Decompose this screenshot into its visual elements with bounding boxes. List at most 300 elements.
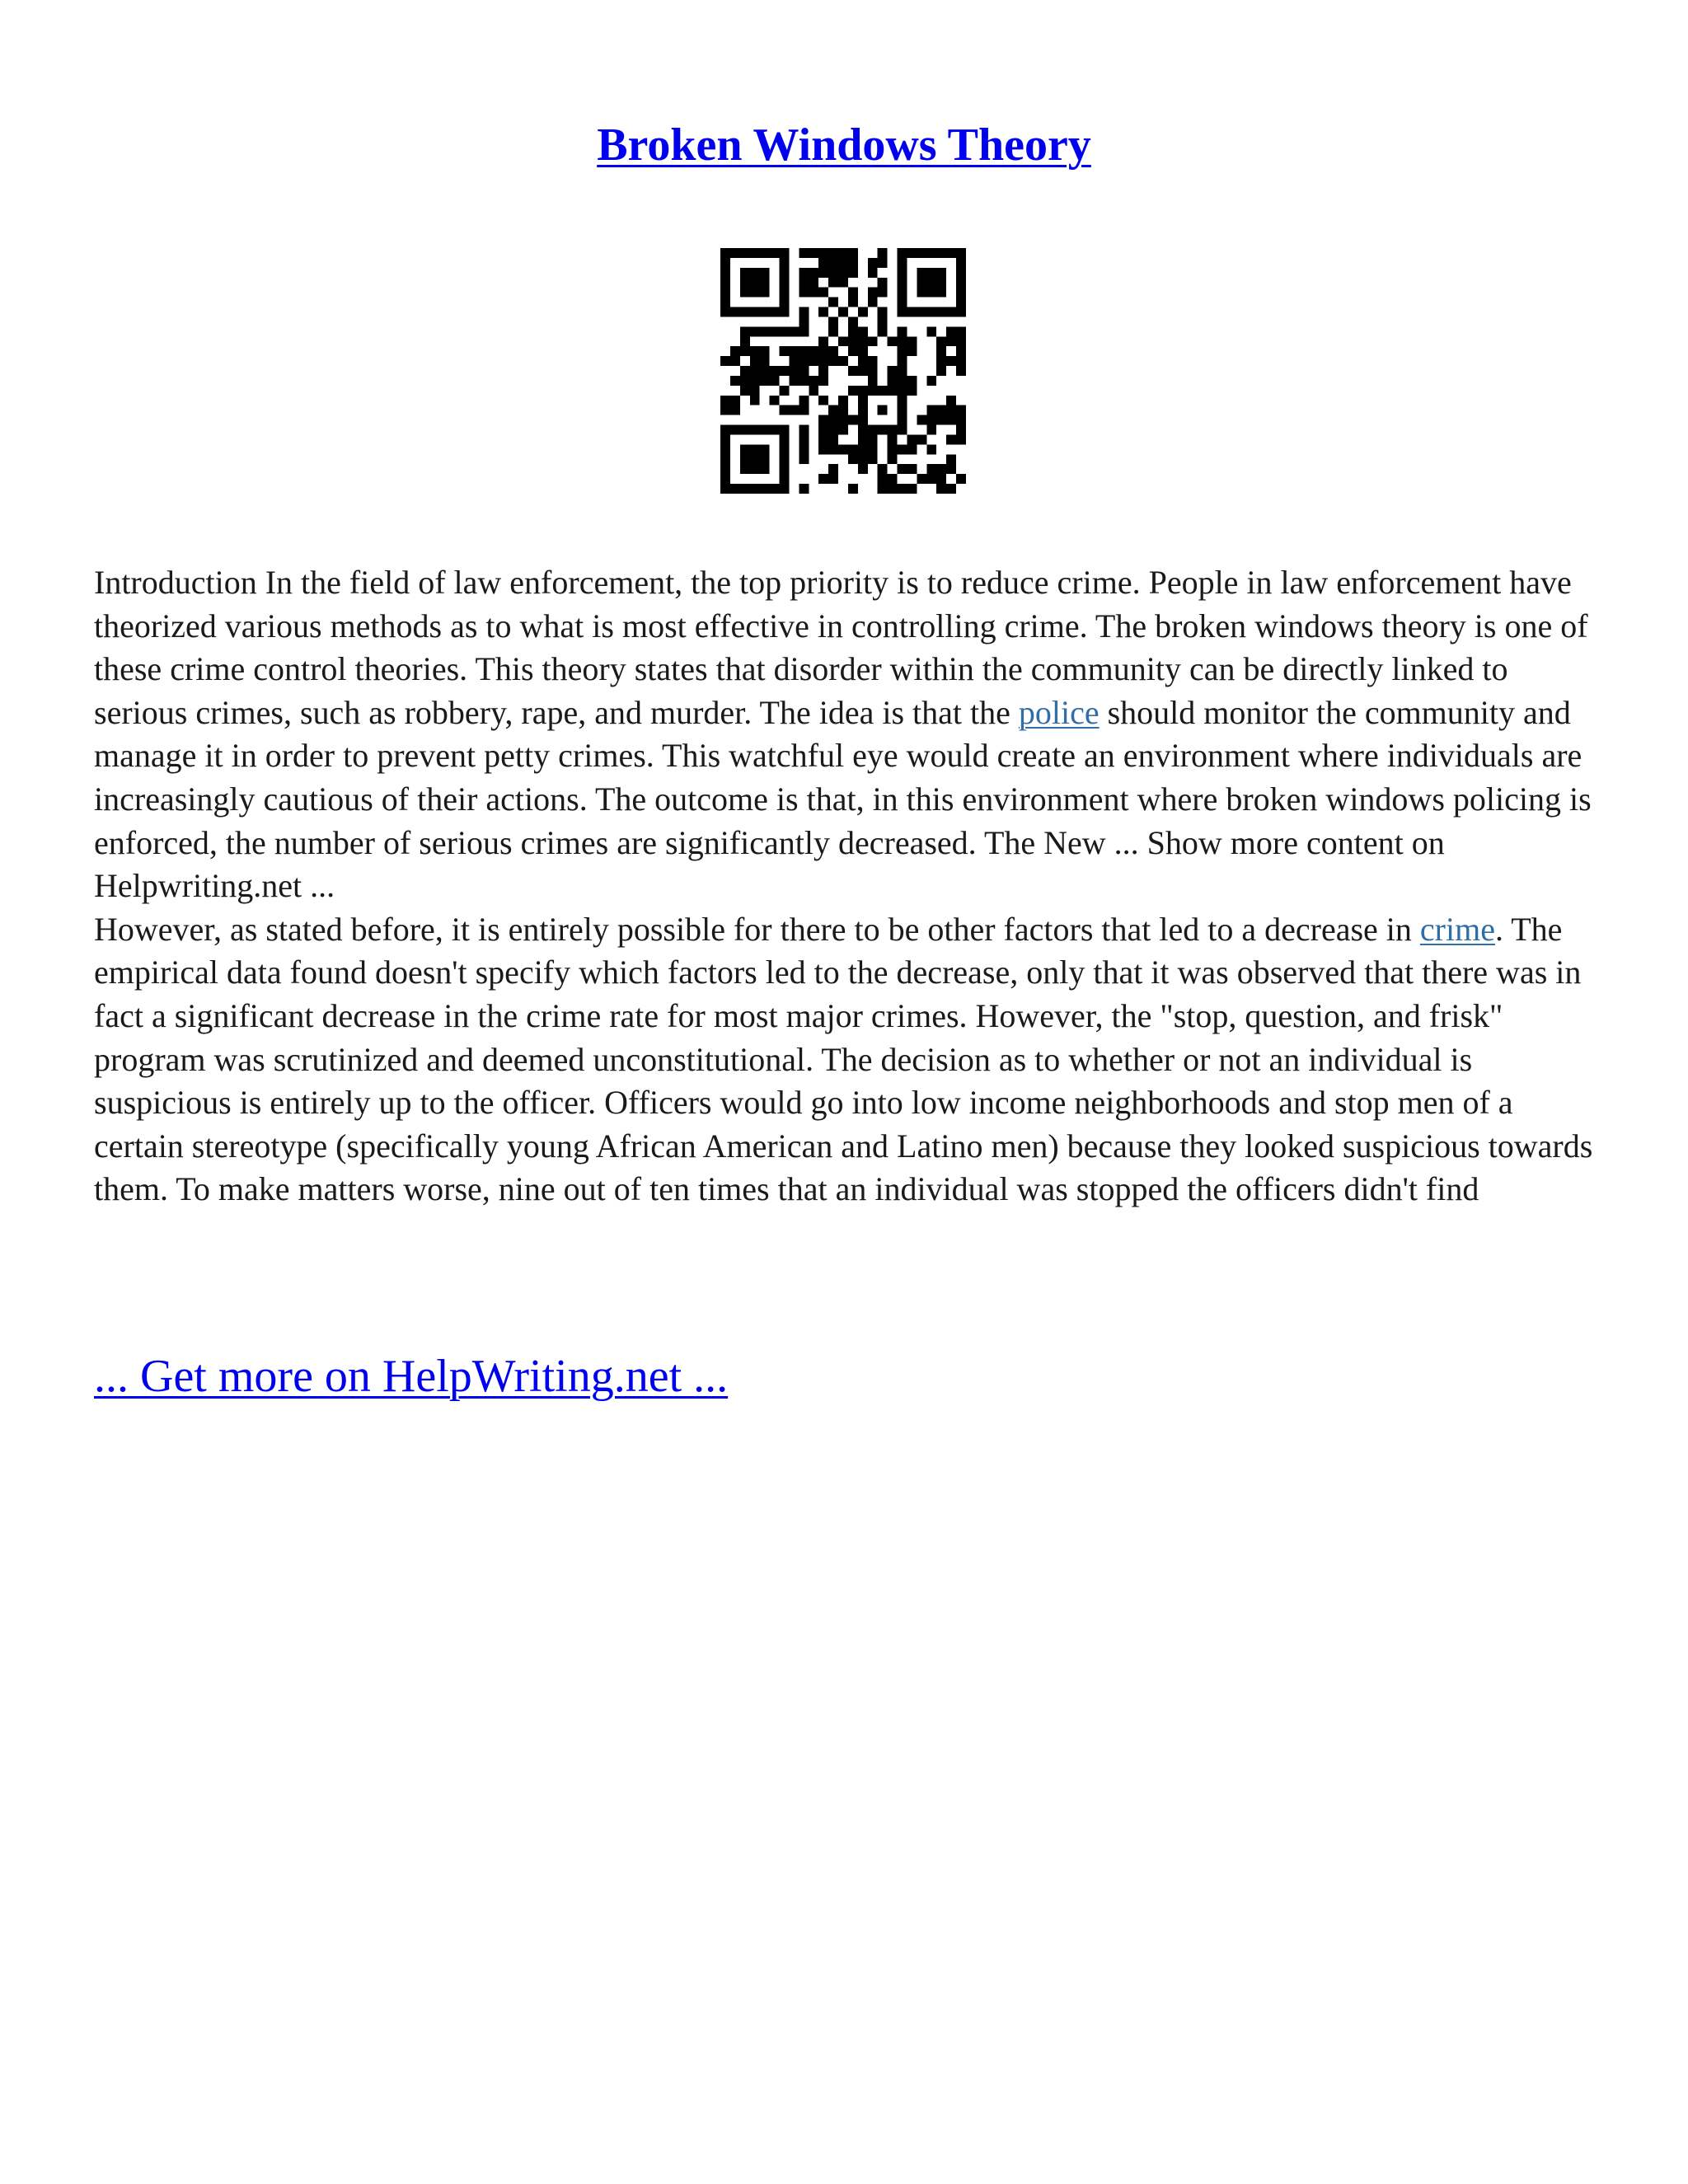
qr-module: [760, 268, 770, 278]
qr-module: [838, 258, 848, 268]
qr-module: [770, 484, 780, 494]
qr-module: [799, 454, 809, 464]
qr-module: [740, 278, 750, 288]
qr-module: [828, 425, 838, 435]
qr-module: [838, 278, 848, 288]
qr-module: [799, 444, 809, 454]
qr-module: [898, 298, 907, 307]
qr-module: [868, 444, 878, 454]
qr-module: [868, 336, 878, 346]
qr-module: [926, 376, 936, 386]
qr-module: [750, 307, 760, 317]
title-link[interactable]: Broken Windows Theory: [597, 120, 1091, 171]
qr-module: [868, 288, 878, 298]
qr-module: [838, 396, 848, 405]
article-body: [94, 561, 1602, 1212]
qr-module: [828, 464, 838, 474]
qr-module: [858, 425, 868, 435]
qr-module: [926, 326, 936, 336]
qr-module: [858, 444, 868, 454]
qr-module: [828, 298, 838, 307]
qr-module: [770, 425, 780, 435]
qr-module: [936, 268, 946, 278]
qr-module: [730, 356, 740, 366]
qr-module: [750, 248, 760, 258]
qr-module: [770, 307, 780, 317]
qr-module: [898, 248, 907, 258]
crime-link[interactable]: crime: [1419, 910, 1495, 948]
qr-module: [907, 346, 917, 356]
qr-module: [878, 258, 888, 268]
qr-module: [750, 454, 760, 464]
qr-module: [898, 307, 907, 317]
qr-module: [848, 298, 858, 307]
qr-module: [760, 326, 770, 336]
qr-module: [809, 248, 818, 258]
qr-module: [720, 298, 730, 307]
qr-module: [750, 366, 760, 376]
qr-module: [720, 258, 730, 268]
qr-module: [946, 396, 956, 405]
qr-module: [740, 484, 750, 494]
qr-module: [799, 376, 809, 386]
qr-module: [799, 434, 809, 444]
qr-module: [917, 268, 926, 278]
qr-module: [848, 326, 858, 336]
qr-module: [868, 376, 878, 386]
qr-module: [828, 326, 838, 336]
qr-module: [898, 288, 907, 298]
qr-module: [946, 464, 956, 474]
qr-module: [720, 307, 730, 317]
qr-module: [888, 386, 898, 396]
qr-module: [760, 464, 770, 474]
qr-module: [888, 444, 898, 454]
qr-module: [838, 444, 848, 454]
qr-module: [907, 434, 917, 444]
get-more-link[interactable]: ... Get more on HelpWriting.net ...: [94, 1351, 729, 1402]
qr-module: [917, 415, 926, 425]
qr-module: [848, 288, 858, 298]
qr-module: [888, 376, 898, 386]
qr-module: [740, 307, 750, 317]
qr-module: [917, 307, 926, 317]
qr-module: [917, 474, 926, 484]
qr-module: [720, 278, 730, 288]
qr-module: [780, 278, 790, 288]
qr-module: [799, 425, 809, 435]
qr-module: [956, 415, 966, 425]
qr-module: [848, 248, 858, 258]
qr-module: [858, 346, 868, 356]
qr-module: [730, 346, 740, 356]
qr-module: [720, 444, 730, 454]
qr-module: [750, 444, 760, 454]
qr-module: [818, 376, 828, 386]
qr-module: [740, 326, 750, 336]
qr-module: [818, 425, 828, 435]
qr-module: [838, 415, 848, 425]
qr-code-icon: [720, 248, 966, 494]
qr-module: [946, 484, 956, 494]
qr-module: [780, 248, 790, 258]
qr-module: [858, 326, 868, 336]
qr-module: [720, 484, 730, 494]
qr-module: [858, 454, 868, 464]
qr-module: [946, 454, 956, 464]
qr-module: [868, 454, 878, 464]
qr-module: [907, 484, 917, 494]
qr-module: [720, 268, 730, 278]
qr-module: [740, 464, 750, 474]
qr-module: [898, 366, 907, 376]
qr-module: [730, 248, 740, 258]
qr-module: [848, 366, 858, 376]
qr-module: [828, 415, 838, 425]
qr-module: [828, 268, 838, 278]
qr-module: [828, 356, 838, 366]
qr-module: [917, 278, 926, 288]
qr-module: [780, 425, 790, 435]
qr-module: [888, 434, 898, 444]
qr-module: [956, 278, 966, 288]
qr-module: [760, 278, 770, 288]
qr-module: [720, 474, 730, 484]
qr-module: [720, 425, 730, 435]
qr-module: [818, 288, 828, 298]
qr-module: [858, 396, 868, 405]
qr-module: [799, 316, 809, 326]
qr-module: [740, 248, 750, 258]
qr-module: [740, 336, 750, 346]
qr-module: [868, 298, 878, 307]
qr-module: [760, 454, 770, 464]
qr-module: [936, 346, 946, 356]
qr-module: [740, 386, 750, 396]
qr-module: [770, 396, 780, 405]
qr-module: [878, 248, 888, 258]
qr-module: [936, 474, 946, 484]
qr-module: [818, 268, 828, 278]
qr-module: [926, 288, 936, 298]
qr-module: [818, 248, 828, 258]
qr-module: [946, 405, 956, 415]
qr-module: [936, 356, 946, 366]
qr-module: [898, 415, 907, 425]
qr-module: [936, 288, 946, 298]
qr-module: [926, 248, 936, 258]
qr-module: [956, 248, 966, 258]
qr-module: [838, 248, 848, 258]
qr-module: [838, 307, 848, 317]
qr-module: [888, 336, 898, 346]
qr-module: [878, 425, 888, 435]
qr-module: [848, 316, 858, 326]
qr-module: [799, 248, 809, 258]
qr-module: [898, 405, 907, 415]
qr-module: [946, 356, 956, 366]
qr-module: [740, 425, 750, 435]
qr-module: [720, 396, 730, 405]
qr-module: [818, 444, 828, 454]
qr-module: [848, 415, 858, 425]
qr-module: [760, 444, 770, 454]
qr-module: [720, 288, 730, 298]
qr-module: [907, 386, 917, 396]
qr-module: [898, 464, 907, 474]
qr-module: [818, 258, 828, 268]
qr-module: [907, 307, 917, 317]
qr-module: [838, 336, 848, 346]
qr-module: [809, 288, 818, 298]
qr-module: [936, 366, 946, 376]
qr-module: [799, 356, 809, 366]
get-more-link-container: [94, 1348, 728, 1404]
qr-module: [898, 336, 907, 346]
qr-module: [926, 444, 936, 454]
qr-module: [868, 386, 878, 396]
qr-module: [936, 336, 946, 346]
qr-module: [858, 434, 868, 444]
qr-module: [720, 434, 730, 444]
qr-module: [848, 258, 858, 268]
qr-module: [898, 386, 907, 396]
qr-module: [740, 346, 750, 356]
qr-module: [848, 444, 858, 454]
qr-module: [956, 326, 966, 336]
qr-module: [926, 415, 936, 425]
qr-module: [898, 258, 907, 268]
qr-module: [878, 326, 888, 336]
qr-module: [917, 434, 926, 444]
qr-module: [780, 268, 790, 278]
qr-module: [878, 386, 888, 396]
qr-module: [740, 268, 750, 278]
qr-module: [848, 386, 858, 396]
qr-module: [956, 434, 966, 444]
paragraph-intro-text-1: Introduction In the field of law enforcement, the top priority is to reduce crime. People in law enforcement have theorized various methods as to what is most effective in controlling crime. The broken windows theory is one of these crime control theories. This theory states that disorder within the community can be directly linked to serious crimes, such as robbery, rape, and murder. The idea is that the: [94, 564, 1588, 731]
qr-module: [750, 268, 760, 278]
qr-module: [858, 356, 868, 366]
qr-module: [760, 346, 770, 356]
qr-module: [907, 464, 917, 474]
qr-module: [898, 268, 907, 278]
qr-module: [828, 258, 838, 268]
police-link[interactable]: police: [1018, 693, 1100, 731]
qr-module: [926, 405, 936, 415]
qr-module: [828, 278, 838, 288]
qr-module: [818, 356, 828, 366]
qr-module: [946, 326, 956, 336]
qr-module: [868, 366, 878, 376]
qr-module: [956, 366, 966, 376]
qr-module: [878, 316, 888, 326]
qr-module: [946, 248, 956, 258]
qr-module: [760, 356, 770, 366]
qr-module: [898, 356, 907, 366]
qr-module: [898, 346, 907, 356]
qr-module: [888, 425, 898, 435]
qr-module: [780, 326, 790, 336]
qr-module: [898, 396, 907, 405]
qr-module: [907, 444, 917, 454]
qr-module: [818, 396, 828, 405]
qr-module: [946, 415, 956, 425]
qr-module: [956, 268, 966, 278]
qr-module: [878, 464, 888, 474]
qr-module: [946, 307, 956, 317]
qr-module: [898, 376, 907, 386]
qr-module: [789, 376, 799, 386]
qr-module: [818, 434, 828, 444]
qr-module: [730, 376, 740, 386]
qr-module: [740, 376, 750, 386]
qr-module: [789, 356, 799, 366]
page-title: [0, 115, 1688, 175]
qr-module: [780, 366, 790, 376]
qr-module: [750, 396, 760, 405]
qr-module: [858, 405, 868, 415]
qr-module: [888, 484, 898, 494]
qr-module: [878, 307, 888, 317]
qr-module: [818, 415, 828, 425]
paragraph-intro: [94, 561, 1602, 908]
qr-module: [936, 484, 946, 494]
qr-module: [818, 346, 828, 356]
qr-module: [770, 366, 780, 376]
qr-module: [898, 444, 907, 454]
qr-module: [789, 326, 799, 336]
qr-module: [799, 288, 809, 298]
qr-module: [956, 405, 966, 415]
qr-module: [956, 258, 966, 268]
qr-module: [878, 484, 888, 494]
paragraph-second-text-2: . The empirical data found doesn't specify which factors led to the decrease, only that it was observed that there was in fact a significant decrease in the crime rate for most major crimes. However, the "stop, question, and frisk" program was scrutinized and deemed unconstitutional. The decision as to whether or not an individual is suspicious is entirely up to the officer. Officers would go into low income neighborhoods and stop men of a certain stereotype (specifically young African American and Latino men) because they looked suspicious towards them. To make matters worse, nine out of ten times that an individual was stopped the officers didn't find: [94, 910, 1593, 1208]
qr-module: [838, 405, 848, 415]
qr-module: [858, 336, 868, 346]
qr-module: [750, 484, 760, 494]
qr-code-graphic: [720, 248, 966, 494]
qr-module: [956, 346, 966, 356]
qr-module: [750, 326, 760, 336]
qr-module: [799, 307, 809, 317]
qr-module: [838, 268, 848, 278]
qr-module: [838, 425, 848, 435]
qr-module: [780, 434, 790, 444]
qr-module: [809, 278, 818, 288]
qr-module: [946, 336, 956, 346]
qr-module: [740, 288, 750, 298]
qr-module: [818, 366, 828, 376]
qr-module: [730, 405, 740, 415]
qr-module: [789, 366, 799, 376]
qr-module: [907, 248, 917, 258]
qr-module: [780, 444, 790, 454]
qr-module: [936, 464, 946, 474]
qr-module: [730, 425, 740, 435]
qr-module: [888, 454, 898, 464]
qr-module: [926, 464, 936, 474]
qr-module: [750, 464, 760, 474]
qr-module: [936, 278, 946, 288]
qr-module: [828, 444, 838, 454]
qr-module: [740, 454, 750, 464]
qr-module: [956, 425, 966, 435]
qr-module: [936, 307, 946, 317]
qr-module: [799, 346, 809, 356]
qr-module: [848, 484, 858, 494]
qr-module: [907, 376, 917, 386]
qr-module: [878, 288, 888, 298]
qr-module: [917, 288, 926, 298]
qr-module: [917, 248, 926, 258]
qr-module: [818, 474, 828, 484]
qr-module: [888, 366, 898, 376]
qr-module: [799, 396, 809, 405]
qr-module: [828, 248, 838, 258]
qr-module: [926, 474, 936, 484]
qr-module: [956, 298, 966, 307]
qr-module: [789, 346, 799, 356]
qr-module: [750, 288, 760, 298]
qr-module: [780, 346, 790, 356]
qr-module: [720, 454, 730, 464]
qr-module: [888, 474, 898, 484]
qr-module: [750, 356, 760, 366]
qr-module: [956, 288, 966, 298]
qr-module: [770, 376, 780, 386]
qr-module: [828, 434, 838, 444]
qr-module: [878, 474, 888, 484]
qr-module: [907, 336, 917, 346]
qr-module: [926, 268, 936, 278]
qr-module: [760, 288, 770, 298]
qr-module: [799, 405, 809, 415]
qr-module: [956, 336, 966, 346]
qr-module: [848, 268, 858, 278]
qr-module: [838, 356, 848, 366]
qr-module: [926, 425, 936, 435]
qr-module: [760, 425, 770, 435]
paragraph-intro-text-2: should monitor the community and manage it in order to prevent petty crimes. This watchful eye would create an environment where individuals are increasingly cautious of their actions. The outcome is that, in this environment where broken windows policing is enforced, the number of serious crimes are significantly decreased. The New ... Show more content on Helpwriting.net ...: [94, 693, 1592, 905]
qr-module: [848, 454, 858, 464]
qr-module: [789, 405, 799, 415]
qr-module: [799, 278, 809, 288]
qr-module: [780, 386, 790, 396]
qr-module: [720, 356, 730, 366]
qr-module: [898, 425, 907, 435]
qr-module: [868, 434, 878, 444]
qr-module: [750, 425, 760, 435]
qr-module: [750, 278, 760, 288]
qr-module: [848, 346, 858, 356]
qr-module: [956, 307, 966, 317]
qr-module: [740, 366, 750, 376]
qr-module: [858, 386, 868, 396]
qr-module: [770, 248, 780, 258]
qr-module: [799, 484, 809, 494]
paragraph-second-text-1: However, as stated before, it is entirely possible for there to be other factors that led to a decrease in: [94, 910, 1420, 948]
qr-module: [818, 307, 828, 317]
qr-module: [898, 484, 907, 494]
qr-module: [848, 336, 858, 346]
qr-module: [760, 366, 770, 376]
qr-module: [780, 474, 790, 484]
qr-module: [878, 405, 888, 415]
qr-module: [828, 316, 838, 326]
qr-module: [858, 307, 868, 317]
qr-module: [898, 326, 907, 336]
